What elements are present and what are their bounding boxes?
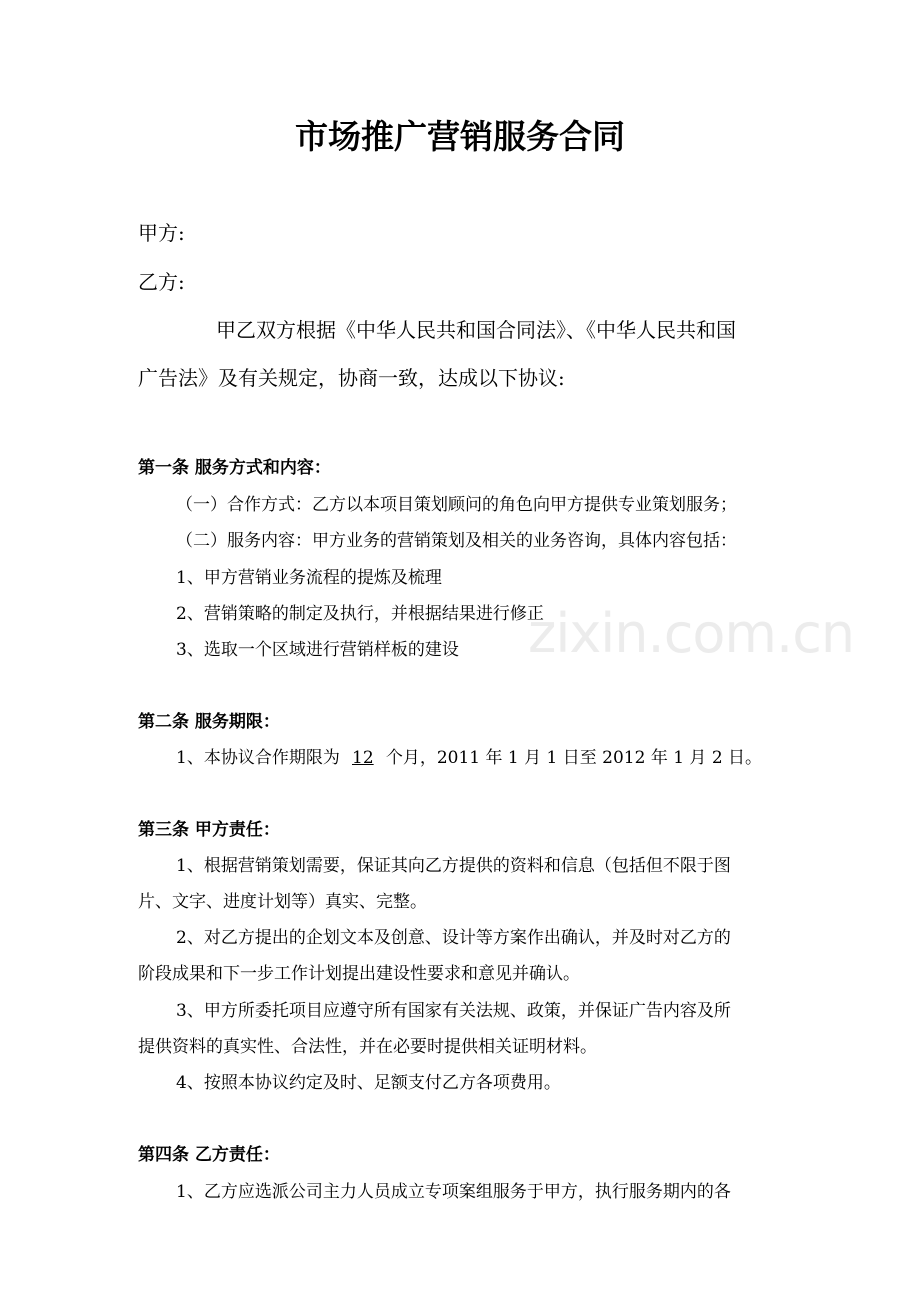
article-1-item: 3、选取一个区域进行营销样板的建设	[176, 640, 459, 660]
article-3-line: 4、按照本协议约定及时、足额支付乙方各项费用。	[176, 1073, 561, 1093]
article-3-line: 提供资料的真实性、合法性，并在必要时提供相关证明材料。	[138, 1037, 597, 1057]
article-1-heading: 第一条 服务方式和内容：	[138, 458, 331, 478]
article-4-heading: 第四条 乙方责任：	[138, 1145, 280, 1165]
article-2-term	[176, 746, 762, 770]
document-title: 市场推广营销服务合同	[295, 117, 625, 156]
term-prefix: 1、本协议合作期限为	[176, 748, 340, 768]
term-months-field: 12	[352, 748, 374, 768]
article-3-line: 1、根据营销策划需要，保证其向乙方提供的资料和信息（包括但不限于图	[176, 856, 731, 876]
article-3-line: 阶段成果和下一步工作计划提出建设性要求和意见并确认。	[138, 964, 580, 984]
intro-line-2: 广告法》及有关规定，协商一致，达成以下协议:	[138, 366, 565, 390]
article-3-heading: 第三条 甲方责任：	[138, 820, 280, 840]
article-1-item: （二）服务内容：甲方业务的营销策划及相关的业务咨询，具体内容包括：	[176, 531, 737, 551]
article-1-item: 2、营销策略的制定及执行，并根据结果进行修正	[176, 604, 544, 624]
article-3-line: 3、甲方所委托项目应遵守所有国家有关法规、政策，并保证广告内容及所	[176, 1001, 731, 1021]
intro-line-1: 甲乙双方根据《中华人民共和国合同法》、《中华人民共和国	[216, 318, 736, 342]
article-1-item: 1、甲方营销业务流程的提炼及梳理	[176, 568, 442, 588]
watermark: zixin.com.cn	[528, 602, 855, 665]
article-2-heading: 第二条 服务期限：	[138, 712, 280, 732]
article-3-line: 2、对乙方提出的企划文本及创意、设计等方案作出确认，并及时对乙方的	[176, 928, 731, 948]
article-4-line: 1、乙方应选派公司主力人员成立专项案组服务于甲方，执行服务期内的各	[176, 1182, 731, 1202]
article-1-item: （一）合作方式：乙方以本项目策划顾问的角色向甲方提供专业策划服务；	[176, 495, 737, 515]
party-a-label: 甲方:	[138, 221, 185, 245]
article-3-line: 片、文字、进度计划等）真实、完整。	[138, 892, 427, 912]
party-b-label: 乙方:	[138, 270, 185, 294]
term-suffix: 个月，2011 年 1 月 1 日至 2012 年 1 月 2 日。	[385, 748, 763, 768]
